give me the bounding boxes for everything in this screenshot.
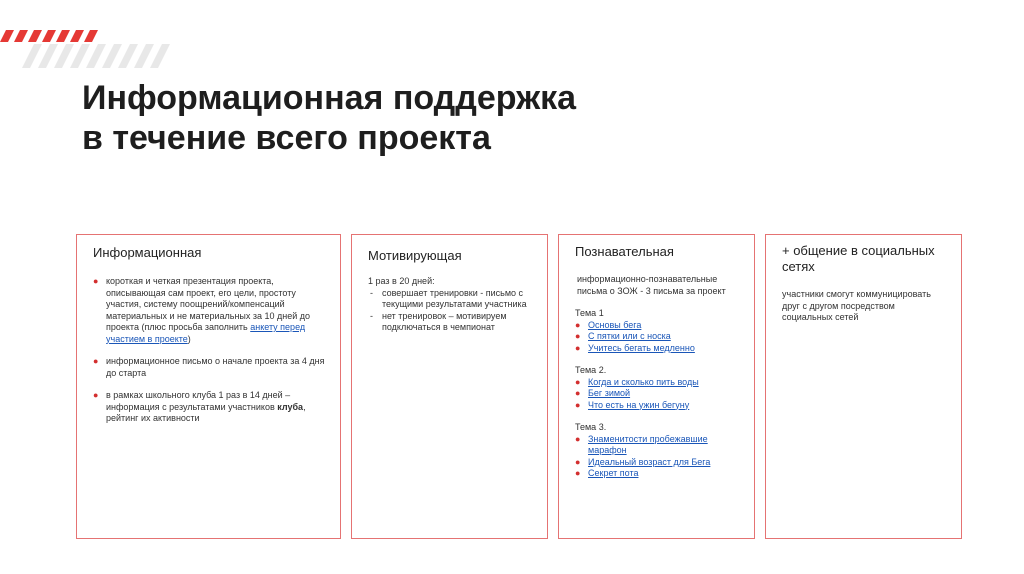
bullet-icon: ● [93, 276, 99, 286]
list-item [575, 434, 740, 457]
card-social-text: участники смогут коммуницировать друг с другом посредством социальных сетей [782, 289, 931, 322]
list-item [575, 400, 740, 412]
card-cognitive-intro: информационно-познавательные письма о ЗОЖ - 3 письма за проект [577, 274, 726, 296]
card-cognitive-heading: Познавательная [575, 244, 674, 259]
article-link[interactable]: Знаменитости пробежавшие марафон [588, 433, 708, 455]
bullet-icon: ● [575, 342, 581, 353]
bullet-icon: ● [575, 388, 581, 398]
list-item [93, 276, 326, 345]
bullet-icon: ● [93, 356, 99, 366]
topic-label: Тема 1 [575, 308, 604, 318]
topic-1 [575, 308, 740, 354]
article-link[interactable]: Что есть на ужин бегуну [588, 399, 690, 410]
topic-label: Тема 3. [575, 422, 607, 432]
list-item [575, 377, 740, 389]
card-cognitive [558, 234, 755, 539]
card-motivating-intro: 1 раз в 20 дней: [368, 276, 435, 286]
page-title [82, 78, 576, 158]
article-link[interactable]: Учитесь бегать медленно [588, 342, 695, 353]
card-informational-heading: Информационная [93, 245, 202, 260]
card-motivating-heading: Мотивирующая [368, 248, 462, 263]
article-link[interactable]: Основы бега [588, 319, 642, 330]
card-motivating [351, 234, 548, 539]
bullet-icon: ● [93, 390, 99, 400]
list-item [93, 390, 326, 425]
card-informational [76, 234, 341, 539]
bullet-icon: ● [575, 319, 581, 330]
item-text: в рамках школьного клуба 1 раз в 14 дней – информация с результатами участников [106, 390, 291, 412]
bullet-icon: ● [575, 433, 581, 444]
article-link[interactable]: Секрет пота [588, 468, 639, 478]
topic-2 [575, 365, 740, 411]
survey-link[interactable]: анкету перед участием в проекте [106, 322, 306, 344]
bullet-icon: ● [575, 399, 581, 410]
list-item [93, 356, 326, 379]
card-social-heading: + общение в социальных сетях [782, 243, 935, 274]
topic-3 [575, 422, 740, 480]
card-social [765, 234, 962, 539]
item-text: короткая и четкая презентация проекта, описывающая сам проект, его цели, простоту участия, систему поощрений/компенсаций материальных и не материальных за 10 дней до проекта (плюс просьба заполнить [106, 276, 311, 332]
item-text-bold: клуба [277, 401, 304, 412]
article-link[interactable]: Бег зимой [588, 388, 631, 398]
list-item [575, 320, 740, 332]
list-item [575, 468, 740, 480]
list-item [575, 388, 740, 400]
bullet-icon: ● [575, 331, 581, 341]
title-line-2: в течение всего проекта [82, 119, 491, 157]
card-motivating-list [368, 288, 533, 334]
item-text-end: , рейтинг их активности [106, 401, 306, 423]
bullet-icon: ● [575, 468, 581, 478]
bullet-icon: ● [575, 376, 581, 387]
article-link[interactable]: Идеальный возраст для Бега [588, 456, 711, 467]
article-link[interactable]: Когда и сколько пить воды [588, 376, 699, 387]
bullet-icon: ● [575, 456, 581, 467]
list-item [575, 343, 740, 355]
list-item: - совершает тренировки - письмо с текущими результатами участника [368, 288, 533, 311]
list-item [575, 457, 740, 469]
item-text: информационное письмо о начале проекта за 4 дня до старта [106, 356, 325, 378]
decorative-stripes [0, 30, 180, 70]
item-text-end: ) [187, 333, 191, 344]
list-item: - нет тренировок – мотивируем подключаться в чемпионат [368, 311, 533, 334]
topic-label: Тема 2. [575, 365, 607, 375]
article-link[interactable]: С пятки или с носка [588, 331, 671, 341]
list-item [575, 331, 740, 343]
title-line-1: Информационная поддержка [82, 79, 577, 117]
card-informational-list [93, 276, 326, 425]
